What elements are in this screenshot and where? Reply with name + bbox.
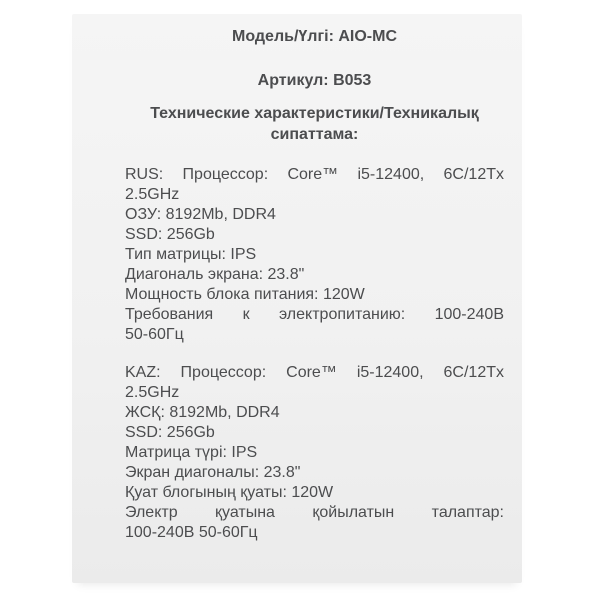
spec-line: Экран диагоналы: 23.8"	[125, 464, 301, 481]
spec-line: 2.5GHz	[125, 186, 180, 203]
section-title: Технические характеристики/Техникалық сипаттама:	[150, 105, 479, 143]
spec-label	[72, 14, 522, 583]
spec-line: 2.5GHz	[125, 384, 180, 401]
spec-line: Мощность блока питания: 120W	[125, 286, 365, 303]
spec-line: Тип матрицы: IPS	[125, 246, 257, 263]
kaz-spec-block	[125, 363, 504, 543]
spec-line: Электр қуатына қойылатын талаптар:	[125, 504, 504, 521]
spec-line: 100-240В 50-60Гц	[125, 524, 258, 541]
spec-line: Матрица түрі: IPS	[125, 444, 258, 461]
spec-line: 50-60Гц	[125, 326, 184, 343]
label-content	[72, 14, 522, 583]
spec-line: SSD: 256Gb	[125, 226, 215, 243]
spec-line: ЖСҚ: 8192Mb, DDR4	[125, 404, 280, 421]
rus-spec-block	[125, 165, 504, 345]
article-line: Артикул: B053	[257, 72, 372, 89]
spec-line: Қуат блогының қуаты: 120W	[125, 484, 334, 501]
spec-line: Требования к электропитанию: 100-240В	[125, 306, 504, 323]
spec-line: KAZ: Процессор: Core™ i5-12400, 6C/12Tx	[125, 364, 504, 381]
spec-line: Диагональ экрана: 23.8"	[125, 266, 305, 283]
spec-line: ОЗУ: 8192Mb, DDR4	[125, 206, 276, 223]
spec-line: SSD: 256Gb	[125, 424, 215, 441]
model-line: Модель/Үлгі: AIO-MC	[232, 28, 397, 45]
spec-line: RUS: Процессор: Core™ i5-12400, 6C/12Tx	[125, 166, 504, 183]
